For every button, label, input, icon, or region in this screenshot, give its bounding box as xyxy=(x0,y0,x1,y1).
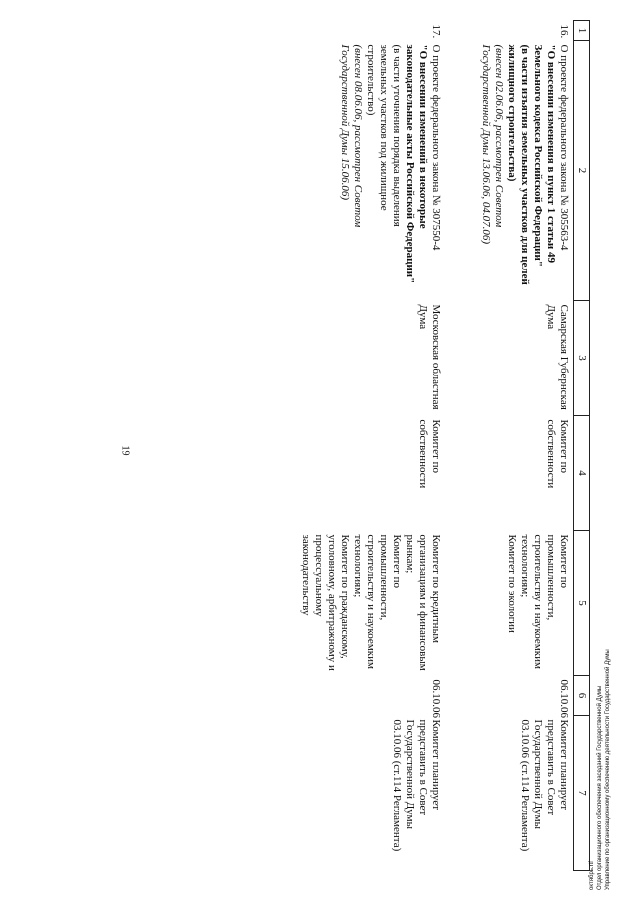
bill-line: О проекте федерального закона № 307550-4 xyxy=(430,44,443,251)
bill-line: (в части изъятия земельных участков для целей xyxy=(519,44,531,285)
initiator: Самарская Губернская Дума xyxy=(545,304,570,410)
co-committee: Комитет по кредитным организациям и финансовым рынкам; xyxy=(404,534,443,671)
footer-directorate: Управление по организационному обеспечению деятельности Государственной Думы xyxy=(605,649,611,890)
co-committee: Комитет по экологии xyxy=(506,534,518,633)
bill-line: (в части уточнения порядка выделения xyxy=(391,44,404,227)
row-number: 17. xyxy=(430,24,443,39)
co-committees xyxy=(446,531,574,676)
status-note: Комитет планирует представить в Совет Государственной Думы 03.10.06 (ст.114 Регламента) xyxy=(519,719,570,852)
footer-file: октябрь.rtf xyxy=(589,861,595,890)
co-committee: Комитет по гражданскому, уголовному, арбитражному и процессуальному законодательству xyxy=(300,534,352,671)
column-number: 3 xyxy=(574,301,590,416)
bill-line: земельных участков под жилищное xyxy=(378,44,391,211)
co-committee: Комитет по промышленности, строительству и наукоемким технологиям; xyxy=(352,534,404,669)
bills-table xyxy=(297,20,591,871)
page-number: 19 xyxy=(119,445,131,456)
column-number: 2 xyxy=(574,41,590,301)
co-committee: Комитет по промышленности, строительству и наукоемким технологиям; xyxy=(519,534,570,669)
review-date: 06.10.06 xyxy=(430,679,443,718)
bill-note: (внесен 02.06.06, рассмотрен Советом xyxy=(493,44,505,228)
bill-description xyxy=(297,41,446,301)
co-committees xyxy=(297,531,446,676)
bill-note: Государственной Думы 13.06.06, 04.07.06) xyxy=(480,44,492,245)
page-footer xyxy=(588,555,640,890)
responsible-committee: Комитет по собственности xyxy=(545,419,570,489)
column-number: 5 xyxy=(574,531,590,676)
status-note: Комитет планирует представить в Совет Государственной Думы 03.10.06 (ст.114 Регламента) xyxy=(391,719,443,852)
bill-line: законодательные акты Российской Федерации" xyxy=(404,44,417,284)
column-number: 6 xyxy=(574,676,590,716)
table-row xyxy=(297,21,446,871)
row-number: 16. xyxy=(558,24,570,39)
initiator: Московская областная Дума xyxy=(417,304,443,410)
bill-note: (внесен 08.06.06, рассмотрен Советом xyxy=(352,44,365,228)
bill-description xyxy=(446,41,574,301)
footer-department: Отдел организационного обеспечения заседаний Государственной Думы xyxy=(597,685,603,890)
bill-line: О проекте федерального закона № 305563-4 xyxy=(558,44,570,251)
table-row xyxy=(446,21,574,871)
bill-line: строительство) xyxy=(365,44,378,116)
bill-line: жилищного строительства) xyxy=(506,44,518,182)
bill-note: Государственной Думы 15.06.06) xyxy=(339,44,352,201)
bill-line: Земельного кодекса Российской Федерации" xyxy=(532,44,544,267)
column-number: 7 xyxy=(574,716,590,871)
review-date: 06.10.06 xyxy=(558,679,570,718)
bill-line: "О внесении изменения в пункт 1 статьи 49 xyxy=(545,44,557,263)
document-table-rotated xyxy=(50,20,590,870)
column-number: 1 xyxy=(574,21,590,41)
column-number: 4 xyxy=(574,416,590,531)
responsible-committee: Комитет по собственности xyxy=(417,419,443,489)
bill-line: "О внесении изменений в некоторые xyxy=(417,44,430,229)
